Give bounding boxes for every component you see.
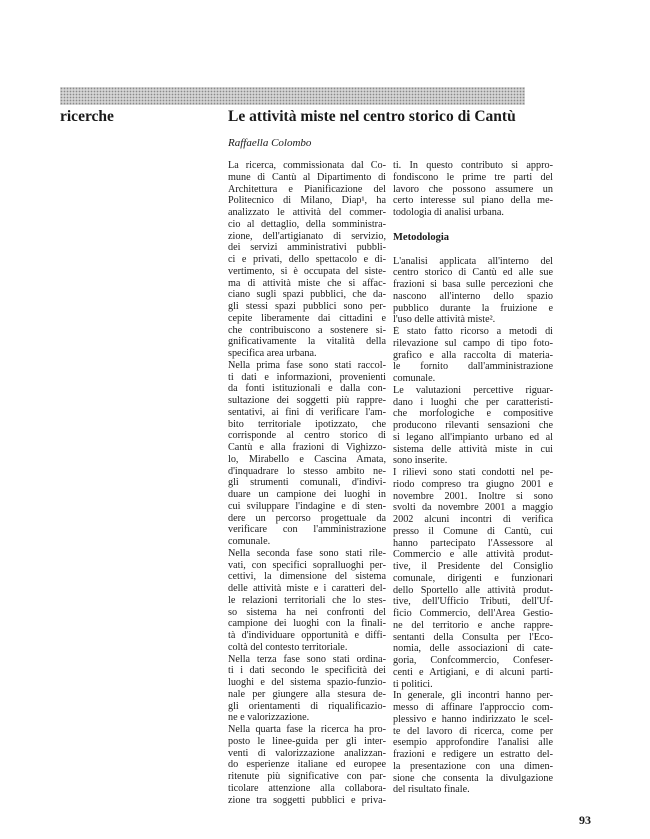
text-line: l'uso delle attività miste².	[393, 314, 496, 326]
text-line: cettivi, la dimensione del sistema	[228, 571, 386, 583]
text-line: riodo compreso tra giugno 2001 e	[393, 478, 553, 490]
text-column-right	[393, 160, 553, 796]
text-line: plessivo e hanno indirizzato le scel-	[393, 713, 553, 725]
column-right-intro	[393, 160, 553, 219]
text-line: gli strumenti comunali, d'indivi-	[228, 477, 386, 489]
text-line: centro storico di Cantù ed alle sue	[393, 267, 553, 279]
article-author: Raffaella Colombo	[228, 137, 312, 149]
text-line: fondiscono le prime tre parti del	[393, 171, 553, 183]
text-line: zione tra soggetti pubblici e priva-	[228, 794, 386, 806]
text-line: ficio Commercio, dell'Area Gestio-	[393, 608, 553, 619]
text-line: vertimento, si è occupata del siste-	[228, 265, 386, 277]
text-line: ti politici.	[393, 678, 433, 690]
text-line: Politecnico di Milano, Diap¹, ha	[228, 195, 386, 207]
text-line: La ricerca, commissionata dal Co-	[228, 160, 386, 171]
text-line: gli stessi spazi pubblici sono per-	[228, 301, 386, 312]
text-line: da fonti istituzionali e dalla con-	[228, 383, 386, 395]
text-line: dere un percorso progettuale da	[228, 512, 386, 524]
text-line: todologia di analisi urbana.	[393, 207, 504, 218]
text-line: I rilievi sono stati condotti nel pe-	[393, 467, 553, 478]
text-line: sultazione dei soggetti più rappre-	[228, 395, 386, 406]
text-line: d'inquadrare lo stesso ambito ne-	[228, 465, 386, 477]
text-line: Nella terza fase sono stati ordina-	[228, 653, 386, 665]
text-line: comunale, dirigenti e funzionari	[393, 572, 553, 584]
text-line: ci e privati, dello spettacolo e di-	[228, 254, 386, 265]
text-line: In generale, gli incontri hanno per-	[393, 690, 553, 702]
text-line: le fornito dall'amministrazione	[393, 361, 553, 373]
text-line: coltà del contesto territoriale.	[228, 641, 348, 653]
text-line: grafico e alla raccolta di materia-	[393, 349, 553, 361]
text-line: sentanti della Consulta per l'Eco-	[393, 631, 553, 643]
text-line: L'analisi applicata all'interno del	[393, 255, 553, 267]
text-line: frazioni si basa sulle percezioni che	[393, 279, 553, 290]
text-line: nomia, delle associazioni di cate-	[393, 643, 553, 655]
text-line: ti dati e informazioni, provenienti	[228, 371, 386, 383]
text-line: specifica area urbana.	[228, 348, 317, 359]
text-line: ma di attività miste che si affac-	[228, 277, 386, 289]
text-line: lo, Mirabello e Cascina Amata,	[228, 453, 386, 465]
section-heading-metodologia: Metodologia	[393, 231, 449, 243]
text-line: comunale.	[228, 536, 271, 547]
text-line: ti. In questo contributo si appro-	[393, 160, 553, 171]
text-column-left	[228, 160, 386, 806]
article-title: Le attività miste nel centro storico di Cantù	[228, 108, 516, 125]
text-line: dei servizi amministrativi pubbli-	[228, 242, 386, 254]
text-line: producono rilevanti sensazioni che	[393, 420, 553, 431]
text-line: mune di Cantù al Dipartimento di	[228, 171, 386, 183]
text-line: novembre 2001. Inoltre si sono	[393, 490, 553, 502]
text-line: campione dei luoghi con la finali-	[228, 618, 386, 630]
text-line: pubblico durante la fruizione e	[393, 302, 553, 314]
text-line: venti di valorizzazione analizzan-	[228, 747, 386, 759]
text-line: dello Sportello alle attività produt-	[393, 584, 553, 596]
text-line: È stato fatto ricorso a metodi di	[393, 326, 553, 337]
text-line: te del lavoro di ricerca, come per	[393, 725, 553, 737]
text-line: gli orientamenti di riqualificazio-	[228, 700, 386, 712]
text-line: lavoro che possono assumere un	[393, 183, 553, 195]
text-line: do esperienze italiane ed europee	[228, 759, 386, 771]
text-line: ritenute più significative con par-	[228, 771, 386, 782]
text-line: vati, con specifici sopralluoghi per-	[228, 559, 386, 571]
text-line: si legano all'impianto urbano ed al	[393, 431, 553, 443]
text-line: delle attività miste e i caratteri del-	[228, 583, 386, 594]
text-line: dano i luoghi che per caratteristi-	[393, 396, 553, 408]
text-line: Nella prima fase sono stati raccol-	[228, 359, 386, 371]
page-number: 93	[579, 813, 591, 827]
text-line: Nella seconda fase sono stati rile-	[228, 547, 386, 559]
text-line: certo interesse sul piano della me-	[393, 195, 553, 207]
text-line: sentativi, ai fini di verificare l'am-	[228, 406, 386, 418]
text-line: Commercio e alle attività produt-	[393, 549, 553, 561]
text-line: messo di affinare l'approccio com-	[393, 702, 553, 713]
text-line: cepite liberamente dai cittadini e	[228, 312, 386, 324]
text-line: tive, dell'Ufficio Tributi, dell'Uf-	[393, 596, 553, 608]
text-line: gnificativamente la vitalità della	[228, 336, 386, 348]
text-line: Nella quarta fase la ricerca ha pro-	[228, 724, 386, 735]
decorative-header-band	[60, 87, 525, 105]
text-line: Cantù e alla frazioni di Vighizzo-	[228, 442, 386, 453]
text-line: la presentazione con una dimen-	[393, 760, 553, 772]
text-line: 2002 alcuni incontri di verifica	[393, 514, 553, 525]
text-line: nascono all'interno dello spazio	[393, 290, 553, 302]
text-line: ciano sugli spazi pubblici, che da-	[228, 289, 386, 301]
text-line: zione, dell'artigianato di servizio,	[228, 230, 386, 242]
text-line: presso il Comune di Cantù, cui	[393, 525, 553, 537]
text-line: bito territoriale ipotizzato, che	[228, 418, 386, 430]
text-line: posto le linee-guida per gli inter-	[228, 735, 386, 747]
text-line: sistema delle attività miste in cui	[393, 443, 553, 455]
text-line: Architettura e Pianificazione del	[228, 183, 386, 195]
text-line: analizzato le attività del commer-	[228, 207, 386, 218]
text-line: ne del territorio e anche rappre-	[393, 619, 553, 631]
text-line: che morfologiche e compositive	[393, 408, 553, 420]
text-line: sono inserite.	[393, 455, 448, 467]
text-line: tà d'individuare opportunità e diffi-	[228, 630, 386, 641]
text-line: ti i dati secondo le specificità dei	[228, 665, 386, 677]
section-label: ricerche	[60, 108, 114, 125]
column-right-body	[393, 256, 553, 797]
text-line: luoghi e del sistema spazio-funzio-	[228, 677, 386, 688]
text-line: tive, il Presidente del Consiglio	[393, 561, 553, 572]
text-line: che contribuiscono a sostenere si-	[228, 324, 386, 336]
text-line: corrisponde al centro storico di	[228, 430, 386, 442]
text-line: esempio approfondire l'analisi alle	[393, 737, 553, 749]
text-line: frazioni e redigere un estratto del-	[393, 749, 553, 760]
text-line: nale per giungere alla stesura de-	[228, 688, 386, 700]
text-line: sione che consenta la divulgazione	[393, 772, 553, 784]
text-line: cui sviluppare l'indagine e di sten-	[228, 500, 386, 512]
text-line: cio al dettaglio, della somministra-	[228, 218, 386, 230]
text-line: verificare con l'amministrazione	[228, 524, 386, 536]
text-line: centi e Artigiani, e di alcuni parti-	[393, 666, 553, 678]
text-line: hanno partecipato l'Assessore al	[393, 537, 553, 549]
text-line: ticolare attenzione alla collabora-	[228, 782, 386, 794]
text-line: del risultato finale.	[393, 784, 470, 796]
text-line: ne e valorizzazione.	[228, 712, 310, 724]
text-line: goria, Confcommercio, Confeser-	[393, 655, 553, 666]
text-line: comunale.	[393, 373, 436, 384]
text-line: duare un campione dei luoghi in	[228, 489, 386, 500]
text-line: le relazioni territoriali che lo stes-	[228, 594, 386, 606]
text-line: Le valutazioni percettive riguar-	[393, 384, 553, 396]
text-line: rilevazione sul campo di tipo foto-	[393, 337, 553, 349]
text-line: so sistema ha nei confronti del	[228, 606, 386, 618]
text-line: svolti da novembre 2001 a maggio	[393, 502, 553, 514]
